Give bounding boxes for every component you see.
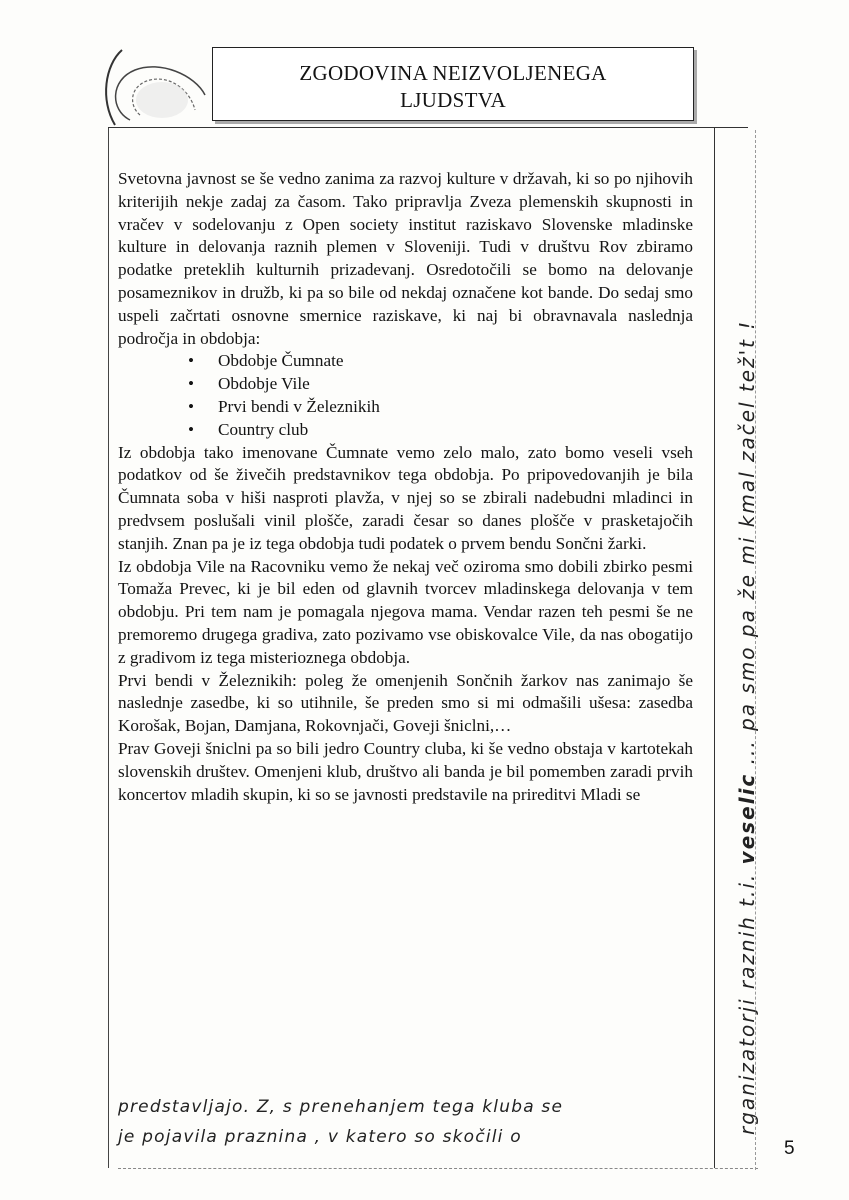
title-line-2: LJUDSTVA xyxy=(400,88,506,112)
paragraph-intro: Svetovna javnost se še vedno zanima za razvoj kulture v državah, ki so po njihovih kriterijih nekje zadaj za časom. Tako pripravlja Zveza plemenskih skupnosti in vračev v sodelovanju z Open society institut raziskavo Slovenske mladinske kulture in delovanja raznih plemen v Sloveniji. Tudi v društvu Rov zbiramo podatke preteklih kulturnih prizadevanj. Osredotočili se bomo na delovanje posameznikov in družb, ki pa so bile od nekdaj označene kot bande. Do sedaj smo uspeli začrtati osnovne smernice raziskave, ki naj bi obravnavala naslednja področja in obdobja: xyxy=(118,169,693,348)
list-item: • Obdobje Čumnate xyxy=(218,350,693,373)
page-number: 5 xyxy=(784,1138,795,1159)
page-title xyxy=(213,60,693,114)
handwritten-line-2: je pojavila praznina , v katero so skočili o xyxy=(118,1127,522,1147)
article-body xyxy=(118,168,693,806)
right-dashed-rule xyxy=(755,130,756,1170)
title-box xyxy=(212,47,694,121)
paragraph-cumnata: Iz obdobja tako imenovane Čumnate vemo zelo malo, zato bomo veseli vseh podatkov od še živečih predstavnikov tega obdobja. Po pripovedovanjih je bila Čumnata soba v hiši nasproti plavža, v njej so se zbirali nadebudni mladinci in predvsem poslušali vinil plošče, zaradi česar so danes plošče v prasketajočih stanjih. Znan pa je iz tega obdobja tudi podatek o prvem bendu Sončni žarki. xyxy=(118,442,693,553)
side-note-part-2: ... pa smo pa že mi kmal začel tež't ! xyxy=(735,319,759,773)
handwritten-line-1: predstavljajo. Z, s prenehanjem tega kluba se xyxy=(118,1097,564,1117)
bottom-dashed-rule xyxy=(118,1168,758,1169)
paragraph-country-club: Prav Goveji šniclni pa so bili jedro Country cluba, ki še vedno obstaja v kartotekah slovenskih društev. Omenjeni klub, društvo ali banda je bil pomemben zaradi prvih koncertov mladih skupin, ki so se javnosti predstavile na prireditvi Mladi se xyxy=(118,738,693,804)
periods-list xyxy=(118,350,693,441)
paragraph-vila: Iz obdobja Vile na Racovniku vemo že nekaj več oziroma smo dobili zbirko pesmi Tomaža Prevec, ki je bil eden od glavnih tvorcev mladinskega delovanja v tem obdobju. Pri tem nam je pomagala njegova mama. Vendar razen teh pesmi še ne premoremo drugega gradiva, zato pozivamo vse obiskovalce Vile, da nas obogatijo z gradivom iz tega misterioznega obdobja. xyxy=(118,556,693,667)
side-note-part-1: rganizatorji raznih t.i. xyxy=(735,864,759,1135)
paragraph-bendi: Prvi bendi v Železnikih: poleg že omenjenih Sončnih žarkov nas zanimajo še naslednje zasedbe, ki so utihnile, še preden smo si mi odmašili ušesa: zasedba Korošak, Bojan, Damjana, Rokovnjači, Goveji šniclni,… xyxy=(118,670,693,736)
title-line-1: ZGODOVINA NEIZVOLJENEGA xyxy=(299,61,607,85)
decorative-swirl-icon xyxy=(100,45,210,130)
side-note-bold: veselic xyxy=(735,772,759,865)
list-item: • Obdobje Vile xyxy=(218,373,693,396)
list-item: • Country club xyxy=(218,419,693,442)
list-item: • Prvi bendi v Železnikih xyxy=(218,396,693,419)
